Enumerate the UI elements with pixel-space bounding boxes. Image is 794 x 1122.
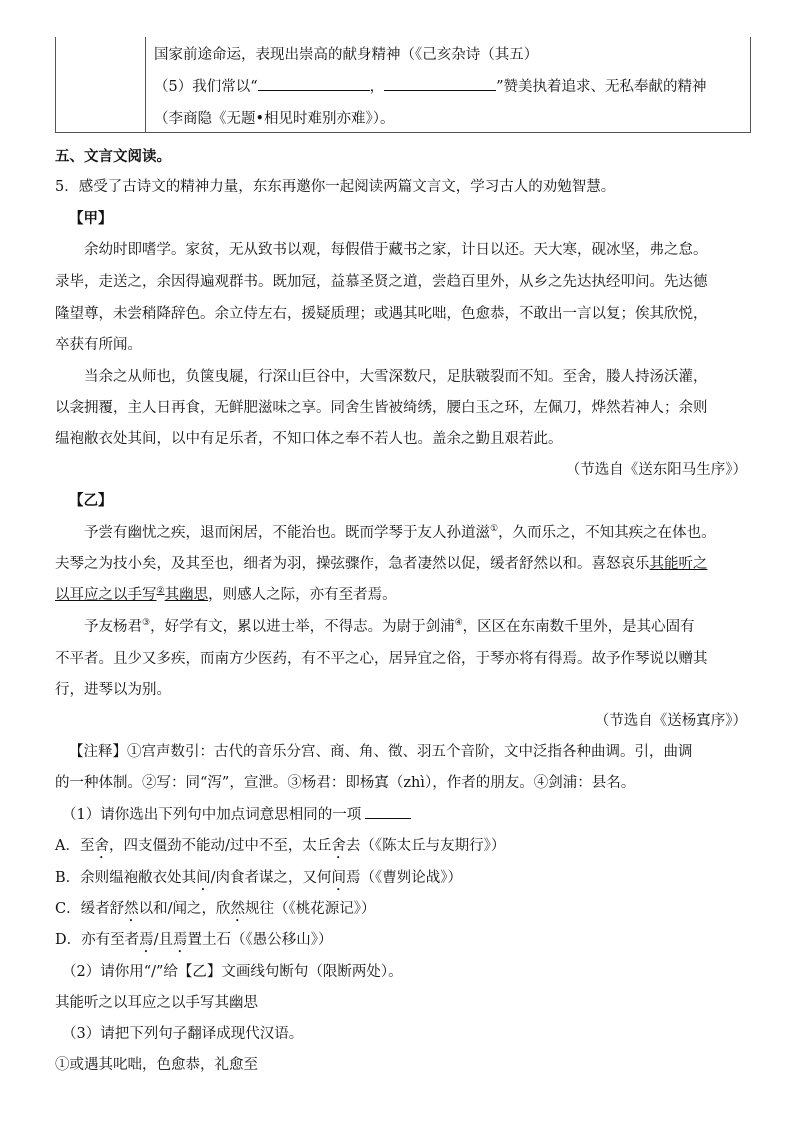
underlined-sentence-part-3: 其幽思 xyxy=(164,587,209,603)
footnote-ref-3: ③ xyxy=(142,618,151,629)
q2-sentence: 其能听之以耳应之以手写其幽思 xyxy=(55,995,258,1011)
poetry-table-fragment xyxy=(55,37,751,133)
yi-p1-line-3: 以耳应之以手写②其幽思，则感人之际，亦有至者焉。 xyxy=(55,586,397,603)
jia-p2-line-3: 缊袍敝衣处其间，以中有足乐者，不知口体之奉不若人也。盖余之勤且艰若此。 xyxy=(55,431,563,447)
q2-prompt: （2）请你用“/”给【乙】文画线句断句（限断两处）。 xyxy=(62,964,403,980)
jia-p2-line-2: 以衾拥覆，主人日再食，无鲜肥滋味之享。同舍生皆被绮绣，腰白玉之环，左佩刀，烨然若神人；余则 xyxy=(55,400,708,416)
passage-yi-label: 【乙】 xyxy=(69,492,113,509)
footnote-ref-4: ④ xyxy=(454,618,463,629)
yi-p1-line-2: 夫琴之为技小矣，及其至也，细者为羽，操弦骤作，急者凄然以促，缓者舒然以和。喜怒哀乐其能听之 xyxy=(55,556,708,572)
notes-line-1: 【注释】①宫声数引：古代的音乐分宫、商、角、徵、羽五个音阶，文中泛指各种曲调。引，曲调 xyxy=(69,744,693,760)
jia-p1-line-3: 隆望尊，未尝稍降辞色。余立侍左右，援疑质理；或遇其叱咄，色愈恭，不敢出一言以复；俟其欣悦， xyxy=(55,306,708,322)
jia-p1-line-2: 录毕，走送之，余因得遍观群书。既加冠，益慕圣贤之道，尝趋百里外，从乡之先达执经叩问。先达德 xyxy=(55,274,708,290)
underlined-sentence-part-1: 其能听之 xyxy=(649,556,708,572)
q1-option-b[interactable]: B．余则缊袍敝衣处其间/肉食者谋之，又何间焉（《曹刿论战》） xyxy=(55,870,463,886)
passage-jia-label: 【甲】 xyxy=(69,210,113,227)
yi-p2-line-2: 不平者。且少又多疾，而南方少医药，有不平之心，居异宜之俗，于琴亦将有得焉。故予作琴说以赠其 xyxy=(55,651,708,667)
yi-source: （节选自《送杨寘序》） xyxy=(594,713,747,729)
answer-blank-1[interactable] xyxy=(258,78,370,91)
q1-prompt: （1）请你选出下列句中加点词意思相同的一项 xyxy=(62,803,411,824)
table-line-1: 国家前途命运，表现出崇高的献身精神（《己亥杂诗（其五） xyxy=(154,47,539,63)
q1-option-d[interactable]: D．亦有至者焉/且焉置土石（《愚公移山》） xyxy=(55,932,333,948)
q1-option-a[interactable]: A．至舍，四支僵劲不能动/过中不至，太丘舍去（《陈太丘与友期行》） xyxy=(55,838,506,854)
q3-prompt: （3）请把下列句子翻译成现代汉语。 xyxy=(62,1026,304,1042)
underlined-sentence-part-2: 以耳应之以手写 xyxy=(55,587,157,603)
table-line-3: （李商隐《无题•相见时难别亦难》）。 xyxy=(154,111,395,127)
answer-blank-2[interactable] xyxy=(384,78,496,91)
question-intro: 5．感受了古诗文的精神力量，东东再邀你一起阅读两篇文言文，学习古人的劝勉智慧。 xyxy=(55,179,616,195)
notes-line-2: 的一种体制。②写：同“泻”，宣泄。③杨君：即杨寘（zhì），作者的朋友。④剑浦：县名。 xyxy=(55,775,636,791)
q1-option-c[interactable]: C．缓者舒然以和/闻之，欣然规往（《桃花源记》） xyxy=(55,901,376,917)
jia-p1-line-1: 余幼时即嗜学。家贫，无从致书以观，每假借于藏书之家，计日以还。天大寒，砚冰坚，弗之怠。 xyxy=(84,242,708,258)
yi-p2-line-3: 行，进琴以为别。 xyxy=(55,682,171,698)
footnote-ref-1: ① xyxy=(490,524,499,535)
yi-p1-line-1: 予尝有幽忧之疾，退而闲居，不能治也。既而学琴于友人孙道滋①，久而乐之，不知其疾之在体也。 xyxy=(84,524,716,541)
q3-item-1: ①或遇其叱咄，色愈恭，礼愈至 xyxy=(55,1057,258,1073)
jia-p2-line-1: 当余之从师也，负箧曳屣，行深山巨谷中，大雪深数尺，足肤皲裂而不知。至舍，媵人持汤沃灌， xyxy=(84,369,708,385)
table-left-cell xyxy=(56,37,146,132)
q1-answer-blank[interactable] xyxy=(365,806,411,819)
jia-source: （节选自《送东阳马生序》） xyxy=(565,462,747,478)
footnote-ref-2: ② xyxy=(156,586,165,597)
table-line-2: （5）我们常以“ ， ”赞美执着追求、无私奉献的精神 xyxy=(154,79,707,95)
yi-p2-line-1: 予友杨君③，好学有文，累以进士举，不得志。为尉于剑浦④，区区在东南数千里外，是其心固有 xyxy=(84,618,695,635)
section-title: 五、文言文阅读。 xyxy=(55,148,171,165)
jia-p1-line-4: 卒获有所闻。 xyxy=(55,337,142,353)
